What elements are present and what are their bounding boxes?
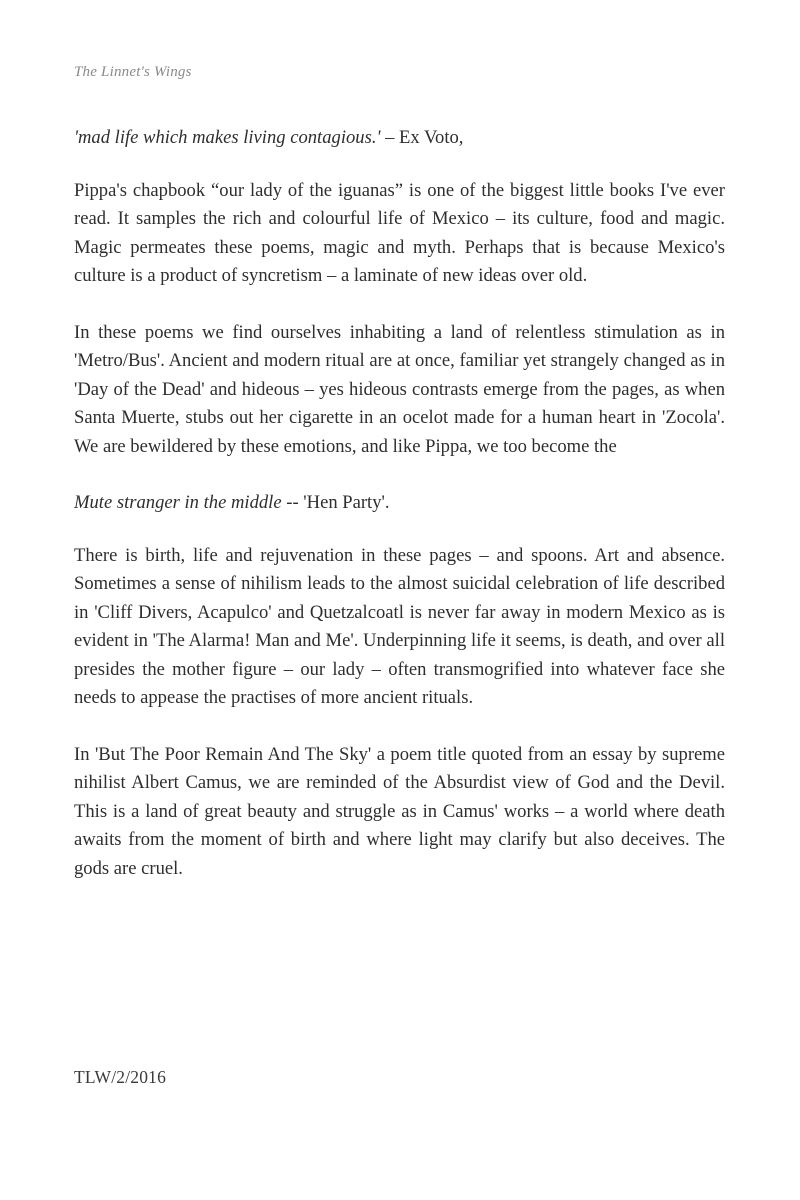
- epigraph-quote: 'mad life which makes living contagious.': [74, 127, 381, 148]
- paragraph-1: Pippa's chapbook “our lady of the iguanas” is one of the biggest little books I've ever read. It samples the rich and colourful life of Mexico – its culture, food and magic. Magic permeates these poems, magic and myth. Perhaps that is because Mexico's culture is a product of syncretism – a laminate of new ideas over old.: [74, 179, 725, 286]
- article-body: [74, 124, 725, 911]
- running-header: The Linnet's Wings: [74, 64, 192, 80]
- inline-quote: [74, 489, 725, 518]
- epigraph: [74, 124, 725, 153]
- paragraph-3: There is birth, life and rejuvenation in these pages – and spoons. Art and absence. Sometimes a sense of nihilism leads to the almost suicidal celebration of life described in 'Cliff Divers, Acapulco' and Quetzalcoatl is never far away in modern Mexico as is evident in 'The Alarma! Man and Me'. Underpinning life it seems, is death, and over all presides the mother figure – our lady – often transmogrified into whatever face she needs to appease the practises of more ancient rituals.: [74, 544, 725, 708]
- paragraph-4: In 'But The Poor Remain And The Sky' a poem title quoted from an essay by supreme nihilist Albert Camus, we are reminded of the Absurdist view of God and the Devil. This is a land of great beauty and struggle as in Camus' works – a world where death awaits from the moment of birth and where light may clarify but also deceives. The gods are cruel.: [74, 743, 725, 879]
- paragraph-2: In these poems we find ourselves inhabiting a land of relentless stimulation as in 'Metro/Bus'. Ancient and modern ritual are at once, familiar yet strangely changed as in 'Day of the Dead' and hideous – yes hideous contrasts emerge from the pages, as when Santa Muerte, stubs out her cigarette in an ocelot made for a human heart in 'Zocola'. We are bewildered by these emotions, and like Pippa, we too become the: [74, 321, 725, 457]
- inline-quote-attribution: -- 'Hen Party'.: [281, 492, 390, 513]
- epigraph-attribution: – Ex Voto,: [380, 127, 464, 148]
- footer-signature: TLW/2/2016: [74, 1067, 167, 1087]
- inline-quote-text: Mute stranger in the middle: [74, 492, 282, 513]
